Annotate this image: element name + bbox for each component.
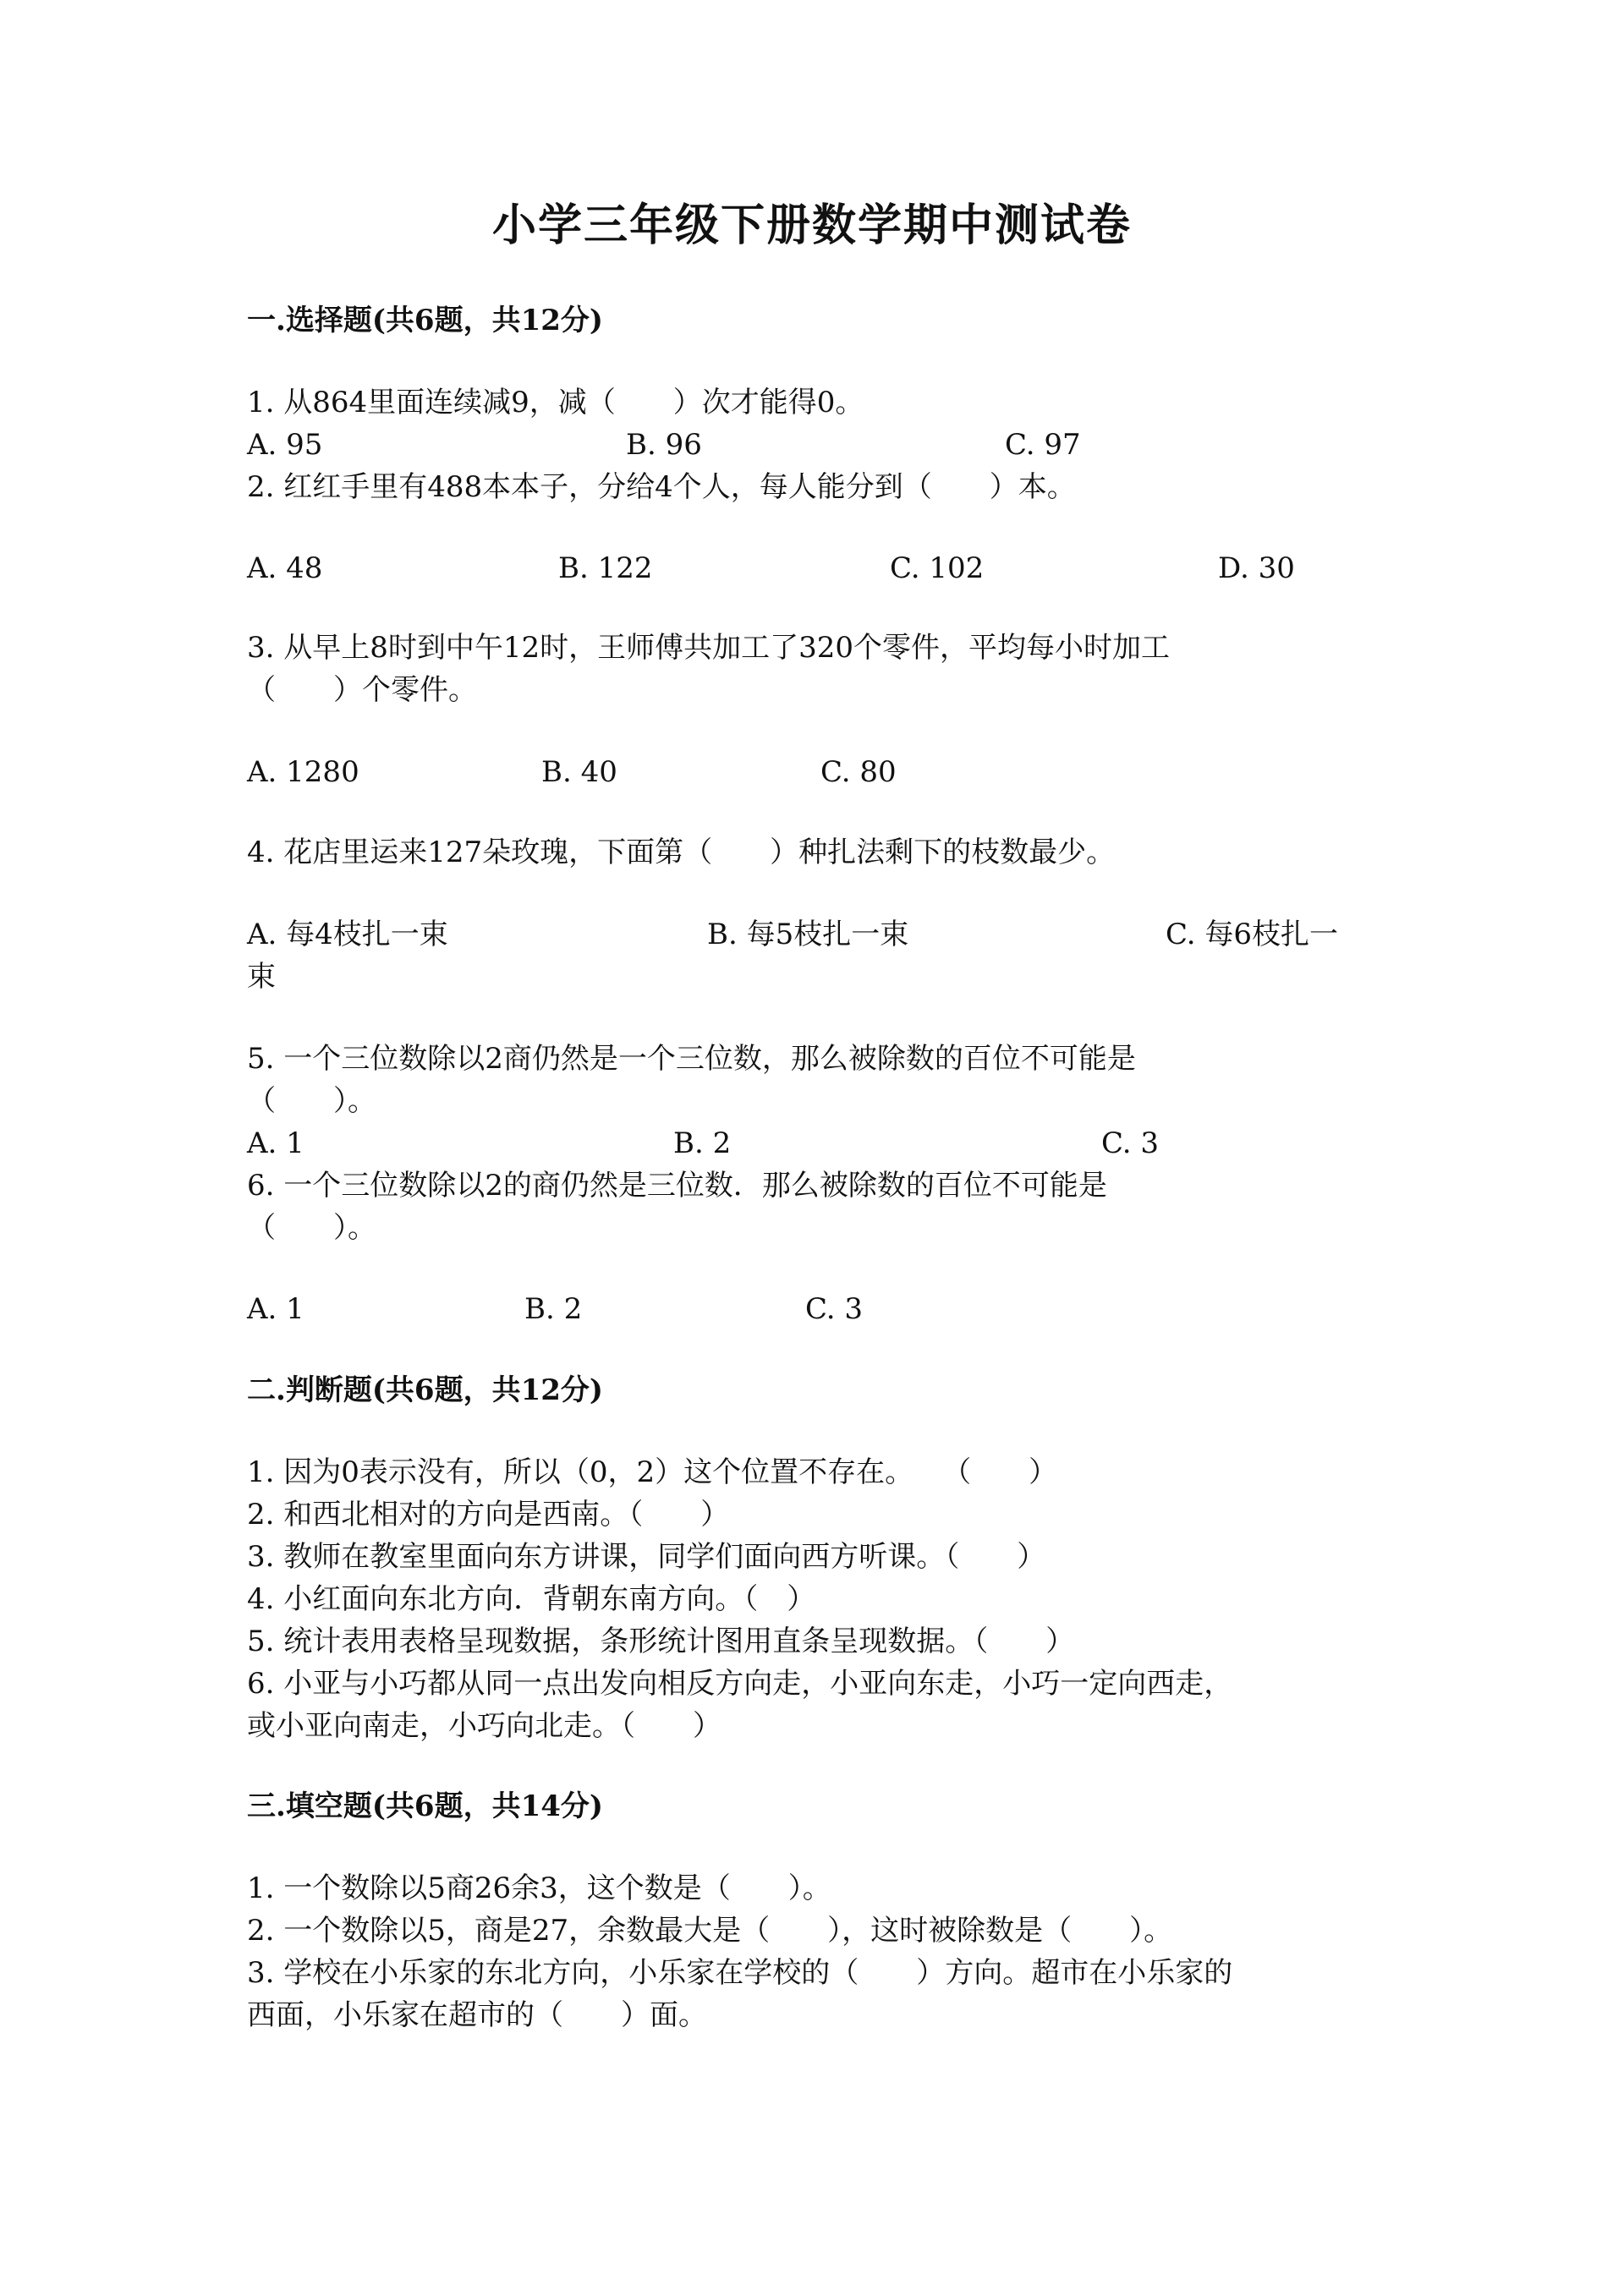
- question-3-text-line-2: （ ）个零件。: [247, 673, 477, 707]
- question-2-option-d: D. 30: [1218, 551, 1295, 585]
- question-3-option-a: A. 1280: [247, 755, 359, 789]
- question-3-option-c: C. 80: [820, 755, 897, 789]
- judge-item-1: 1. 因为0表示没有，所以（0，2）这个位置不存在。 （ ）: [247, 1455, 1058, 1489]
- question-5-option-c: C. 3: [1101, 1126, 1160, 1160]
- question-4-text: 4. 花店里运来127朵玫瑰，下面第（ ）种扎法剩下的枝数最少。: [247, 836, 1116, 869]
- question-2-option-a: A. 48: [247, 551, 323, 585]
- question-2-text: 2. 红红手里有488本本子，分给4个人，每人能分到（ ）本。: [247, 470, 1076, 504]
- judge-item-5: 5. 统计表用表格呈现数据，条形统计图用直条呈现数据。（ ）: [247, 1625, 1075, 1658]
- judge-item-3: 3. 教师在教室里面向东方讲课，同学们面向西方听课。（ ）: [247, 1540, 1046, 1574]
- question-4-option-c: C. 每6枝扎一: [1166, 918, 1339, 951]
- question-2-option-b: B. 122: [558, 551, 653, 585]
- question-1-text: 1. 从864里面连续减9，减（ ）次才能得0。: [247, 386, 864, 419]
- fill-item-3-line-1: 3. 学校在小乐家的东北方向，小乐家在学校的（ ）方向。超市在小乐家的: [247, 1956, 1233, 1990]
- question-5-option-a: A. 1: [247, 1126, 304, 1160]
- question-4-option-b: B. 每5枝扎一束: [707, 918, 909, 951]
- page-title: 小学三年级下册数学期中测试卷: [491, 200, 1132, 251]
- judge-item-4: 4. 小红面向东北方向．背朝东南方向。（ ）: [247, 1582, 816, 1616]
- question-1-option-c: C. 97: [1005, 428, 1081, 462]
- judge-item-2: 2. 和西北相对的方向是西南。（ ）: [247, 1498, 730, 1532]
- section-heading-judge: 二.判断题(共6题，共12分): [247, 1373, 603, 1407]
- fill-item-3-line-2: 西面，小乐家在超市的（ ）面。: [247, 1998, 707, 2032]
- question-5-text-line-1: 5. 一个三位数除以2商仍然是一个三位数，那么被除数的百位不可能是: [247, 1042, 1136, 1076]
- question-6-text-line-2: （ ）。: [247, 1211, 376, 1245]
- question-1-option-a: A. 95: [247, 428, 323, 462]
- question-4-option-a: A. 每4枝扎一束: [247, 918, 448, 951]
- question-3-text-line-1: 3. 从早上8时到中午12时，王师傅共加工了320个零件，平均每小时加工: [247, 631, 1171, 665]
- question-2-option-c: C. 102: [890, 551, 985, 585]
- question-6-option-a: A. 1: [247, 1292, 304, 1326]
- judge-item-6-line-1: 6. 小亚与小巧都从同一点出发向相反方向走，小亚向东走，小巧一定向西走，: [247, 1667, 1233, 1701]
- section-heading-choice: 一.选择题(共6题，共12分): [247, 304, 603, 337]
- question-3-option-b: B. 40: [541, 755, 617, 789]
- judge-item-6-line-2: 或小亚向南走，小巧向北走。（ ）: [247, 1709, 721, 1743]
- section-heading-fill: 三.填空题(共6题，共14分): [247, 1789, 603, 1823]
- question-6-text-line-1: 6. 一个三位数除以2的商仍然是三位数．那么被除数的百位不可能是: [247, 1169, 1107, 1203]
- fill-item-2: 2. 一个数除以5，商是27，余数最大是（ ），这时被除数是（ ）。: [247, 1914, 1173, 1948]
- question-5-text-line-2: （ ）。: [247, 1084, 376, 1118]
- question-5-option-b: B. 2: [673, 1126, 732, 1160]
- question-1-option-b: B. 96: [626, 428, 702, 462]
- question-4-option-c-wrap: 束: [247, 960, 276, 994]
- question-6-option-b: B. 2: [524, 1292, 583, 1326]
- question-6-option-c: C. 3: [805, 1292, 864, 1326]
- fill-item-1: 1. 一个数除以5商26余3，这个数是（ ）。: [247, 1871, 831, 1905]
